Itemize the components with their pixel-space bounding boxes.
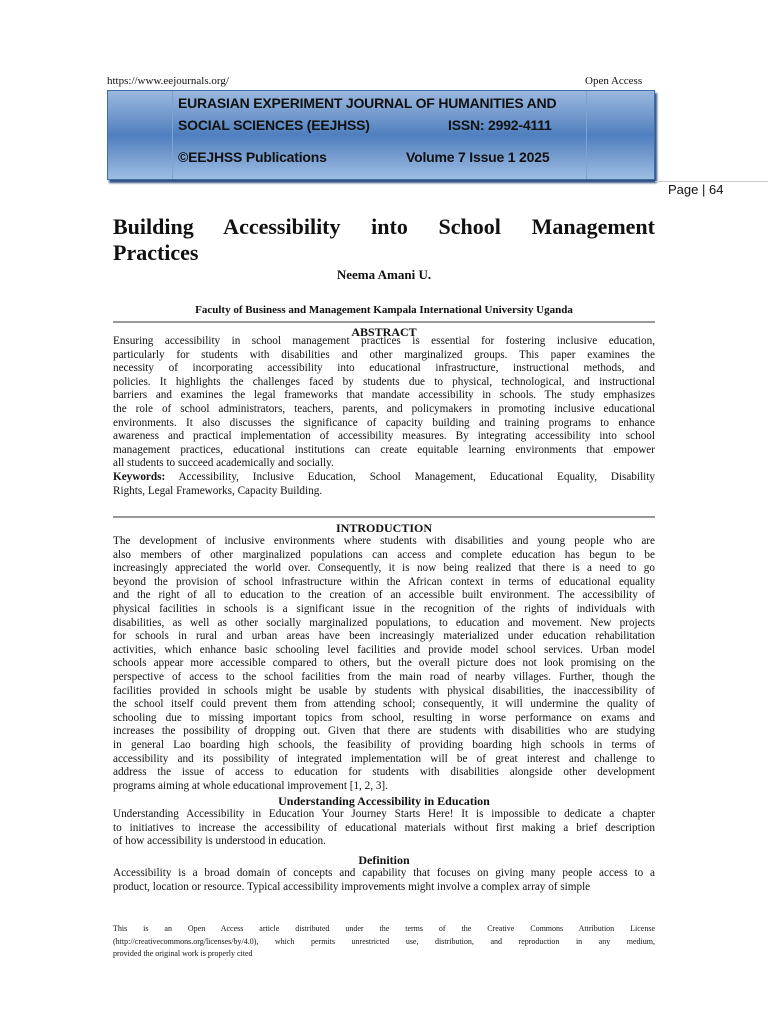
footer-line: This is an Open Access article distributed under the terms of the Creative Commons Attribution License bbox=[113, 924, 655, 933]
text-line: schools appear more accessible compared to others, but the overall picture does not look promising on the bbox=[113, 657, 655, 670]
journal-url[interactable]: https://www.eejournals.org/ bbox=[107, 75, 229, 87]
abstract-body bbox=[113, 335, 655, 471]
abstract-heading: ABSTRACT bbox=[351, 325, 417, 339]
divider bbox=[113, 516, 655, 518]
text-line: increases the possibility of dropping out. Given that there are students with disabilities who are studying bbox=[113, 725, 655, 738]
introduction-heading: INTRODUCTION bbox=[335, 521, 432, 535]
author: Neema Amani U. bbox=[336, 267, 432, 282]
text-line: increasingly appreciated the world over. Consequently, it is now being realized that there is a need to go bbox=[113, 562, 655, 575]
publisher: ©EEJHSS Publications bbox=[178, 149, 327, 165]
keywords bbox=[113, 471, 655, 498]
banner-divider bbox=[172, 91, 173, 179]
text-line: The development of inclusive environments where students with disabilities and young people who are bbox=[113, 535, 655, 547]
text-line: all students to succeed academically and socially. bbox=[113, 457, 334, 470]
text-line: disabilities, as well as other socially marginalized populations, to education and movement. New projects bbox=[113, 616, 655, 629]
article-title bbox=[113, 214, 655, 266]
keywords-line: Rights, Legal Frameworks, Capacity Building. bbox=[113, 484, 323, 497]
title-line: Building Accessibility into School Management bbox=[113, 214, 655, 239]
volume-issue: Volume 7 Issue 1 2025 bbox=[406, 149, 550, 165]
text-line: address the issue of access to education for students with disabilities alongside other development bbox=[113, 766, 655, 779]
text-line: product, location or resource. Typical accessibility improvements might involve a complex array of simple bbox=[113, 880, 591, 893]
text-line: activities, which enhance basic schooling level facilities and provide model school services. Urban model bbox=[113, 643, 655, 656]
text-line: environments. It also discusses the significance of capacity building and training programs to enhance bbox=[113, 416, 655, 429]
understanding-body bbox=[113, 808, 655, 849]
keywords-label: Keywords: bbox=[113, 471, 166, 483]
text-line: particularly for students with disabilities and other marginalized groups. This paper examines the bbox=[113, 348, 655, 361]
text-line: Accessibility is a broad domain of concepts and capability that focuses on giving many people access to a bbox=[113, 867, 655, 879]
journal-banner bbox=[107, 90, 655, 180]
page-number: Page | 64 bbox=[668, 182, 724, 197]
journal-issn: ISSN: 2992-4111 bbox=[448, 117, 552, 133]
text-line: necessity of incorporating accessibility into educational infrastructure, instructional methods, and bbox=[113, 362, 655, 375]
text-line: to initiatives to increase the accessibility of educational materials without first making a brief description bbox=[113, 821, 655, 834]
footer-line: provided the original work is properly cited bbox=[113, 949, 253, 958]
text-line: also members of other marginalized populations can access and complete education has begun to be bbox=[113, 548, 655, 561]
text-line: beyond the provision of school infrastructure within the African context in terms of educational equality bbox=[113, 575, 655, 588]
text-line: the school itself could prevent them from attending school; consequently, it will undermine the quality of bbox=[113, 698, 655, 711]
affiliation: Faculty of Business and Management Kampala International University Uganda bbox=[195, 304, 573, 316]
text-line: management practices, educational institutions can create equitable learning environments that empower bbox=[113, 443, 655, 456]
text-line: barriers and examines the legal frameworks that mandate accessibility in schools. The study emphasizes bbox=[113, 389, 655, 402]
text-line: accessibility and its possibility of integrated implementation will be of great interest and challenge to bbox=[113, 752, 655, 765]
keywords-line bbox=[113, 471, 655, 485]
definition-heading: Definition bbox=[358, 853, 410, 867]
definition-body bbox=[113, 867, 655, 894]
text-line: in general Lao boarding high schools, the feasibility of providing boarding high schools in terms of bbox=[113, 738, 655, 751]
keywords-text: Accessibility, Inclusive Education, School Management, Educational Equality, Disability bbox=[165, 471, 655, 483]
text-line: of how accessibility is understood in education. bbox=[113, 835, 326, 848]
text-line: policies. It highlights the challenges faced by students due to physical, technological, and instructional bbox=[113, 375, 655, 388]
text-line: Understanding Accessibility in Education Your Journey Starts Here! It is impossible to dedicate a chapter bbox=[113, 808, 655, 820]
text-line: physical facilities in schools is a significant issue in the recognition of the rights of individuals with bbox=[113, 602, 655, 615]
text-line: Ensuring accessibility in school management practices is essential for fostering inclusive education, bbox=[113, 335, 655, 347]
text-line: facilities provided in schools might be usable by students with physical disabilities, the inaccessibility of bbox=[113, 684, 655, 697]
divider bbox=[113, 321, 655, 323]
text-line: the role of school administrators, teachers, parents, and policymakers in promoting inclusive educational bbox=[113, 402, 655, 415]
text-line: for schools in rural and urban areas have been increasingly materialized under education rehabilitation bbox=[113, 630, 655, 643]
text-line: and the right of all to education to the creation of an accessible built environment. The accessibility of bbox=[113, 589, 655, 602]
introduction-body bbox=[113, 535, 655, 793]
footer-line: (http://creativecommons.org/licenses/by/4.0), which permits unrestricted use, distribution, and reproduction in any medium, bbox=[113, 936, 655, 946]
title-line: Practices bbox=[113, 240, 199, 265]
open-access-label: Open Access bbox=[585, 75, 643, 87]
text-line: awareness and practical implementation of accessibility measures. By integrating accessibility into school bbox=[113, 430, 655, 443]
journal-name-line2: SOCIAL SCIENCES (EEJHSS) bbox=[178, 117, 370, 133]
text-line: schooling due to missing important topics from school, resulting in worse performance on exams and bbox=[113, 711, 655, 724]
text-line: perspective of access to the school facilities from the main road of nearby villages. Further, though the bbox=[113, 670, 655, 683]
banner-divider bbox=[586, 91, 587, 179]
understanding-heading: Understanding Accessibility in Education bbox=[278, 794, 490, 808]
license-footer bbox=[113, 923, 655, 961]
journal-name-line1: EURASIAN EXPERIMENT JOURNAL OF HUMANITIES AND bbox=[178, 95, 557, 111]
text-line: programs aiming at whole educational improvement [1, 2, 3]. bbox=[113, 779, 388, 792]
